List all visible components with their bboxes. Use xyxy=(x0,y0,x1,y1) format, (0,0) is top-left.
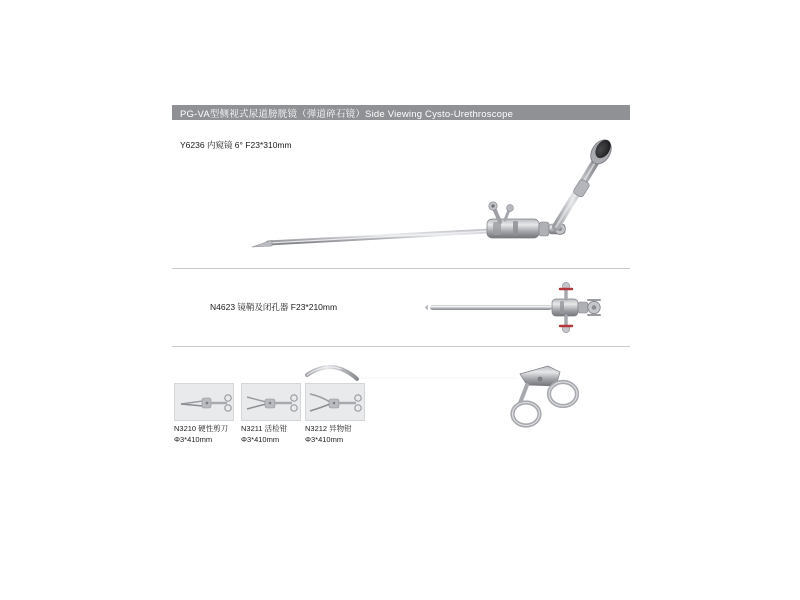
accessory-thumbnail-1 xyxy=(174,383,234,421)
accessory-thumbnail-2 xyxy=(241,383,301,421)
foreign-body-forceps-icon xyxy=(306,384,364,420)
divider-rule-bottom xyxy=(172,346,630,347)
accessory-spec-2: Φ3*410mm xyxy=(241,434,280,444)
sheath-illustration xyxy=(425,282,600,332)
accessory-caption-2 xyxy=(241,424,287,446)
eyepiece-collar xyxy=(573,179,591,198)
section-title-bar xyxy=(172,105,630,120)
divider-rule-top xyxy=(172,268,630,269)
accessory-spec-3: Φ3*410mm xyxy=(305,434,344,444)
eyepiece-lens xyxy=(586,136,615,168)
sheath-label: N4623 镜鞘及闭孔器 F23*210mm xyxy=(210,302,338,312)
biopsy-forceps-icon xyxy=(242,384,300,420)
light-post xyxy=(489,202,514,222)
scissors-icon xyxy=(175,384,233,420)
accessory-caption-3 xyxy=(305,424,352,446)
accessory-code-2: N3211 活检钳 xyxy=(241,424,288,433)
telescope-label: Y6236 内窥镜 6° F23*310mm xyxy=(180,140,292,150)
telescope-illustration xyxy=(252,136,616,247)
accessory-spec-1: Φ3*410mm xyxy=(174,434,213,444)
stopcock-upper xyxy=(560,282,572,299)
accessory-caption-1 xyxy=(174,424,228,446)
accessory-code-1: N3210 硬性剪刀 xyxy=(174,424,229,433)
accessory-code-3: N3212 异物钳 xyxy=(305,424,352,433)
page-title: PG-VA型侧视式尿道膀胱镜（弹道碎石镜）Side Viewing Cysto-Urethroscope xyxy=(180,108,514,120)
stopcock-lower xyxy=(560,316,572,333)
accessory-thumbnail-3 xyxy=(305,383,365,421)
